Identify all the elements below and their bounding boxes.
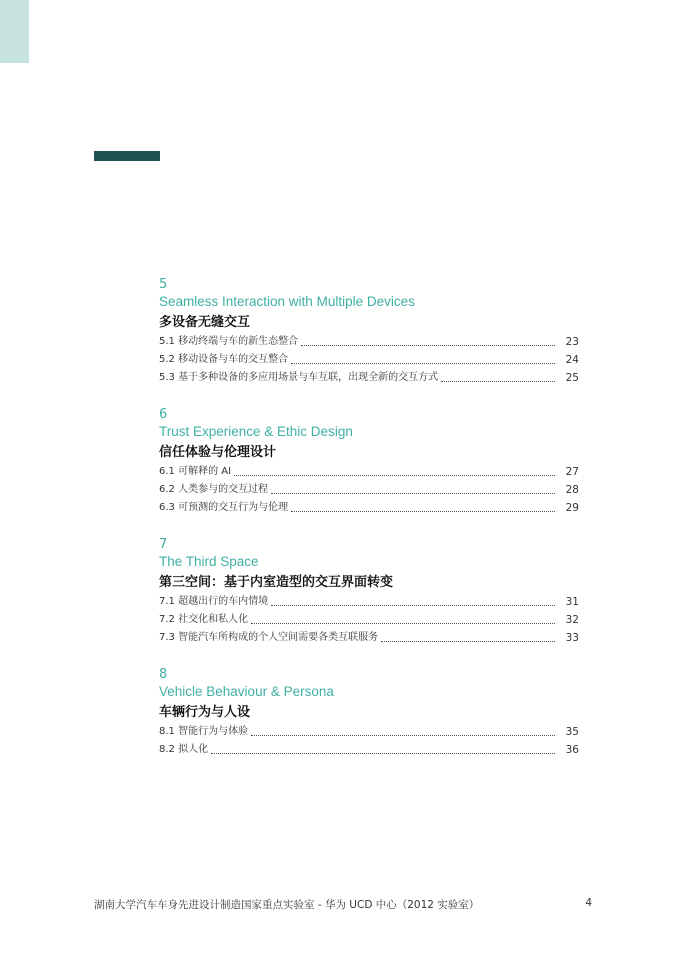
section-number: 5 bbox=[159, 277, 168, 292]
header-bar bbox=[94, 151, 160, 161]
corner-tab bbox=[0, 0, 29, 63]
leader-dots bbox=[291, 363, 555, 364]
toc-section-6 bbox=[159, 406, 579, 517]
toc-entry-page: 35 bbox=[565, 726, 579, 738]
toc-entry[interactable] bbox=[159, 351, 579, 369]
toc-entry[interactable] bbox=[159, 369, 579, 387]
toc-entry-label: 6.1 可解释的 AI bbox=[159, 466, 232, 477]
toc-entry-page: 23 bbox=[565, 336, 579, 348]
section-title-en: Trust Experience & Ethic Design bbox=[159, 424, 353, 439]
section-title-cn: 车辆行为与人设 bbox=[159, 705, 251, 720]
toc-section-5 bbox=[159, 276, 579, 387]
leader-dots bbox=[271, 605, 555, 606]
toc-entry[interactable] bbox=[159, 333, 579, 351]
leader-dots bbox=[381, 641, 555, 642]
section-title-en: The Third Space bbox=[159, 554, 259, 569]
toc-entry-label: 6.3 可预测的交互行为与伦理 bbox=[159, 502, 289, 513]
toc-entry-page: 28 bbox=[565, 484, 579, 496]
toc-entry[interactable] bbox=[159, 593, 579, 611]
toc-entry[interactable] bbox=[159, 611, 579, 629]
toc-entry[interactable] bbox=[159, 481, 579, 499]
footer-text: 湖南大学汽车车身先进设计制造国家重点实验室 - 华为 UCD 中心（2012 实验室） bbox=[94, 899, 480, 911]
toc-entry[interactable] bbox=[159, 629, 579, 647]
page-number: 4 bbox=[585, 897, 592, 909]
toc-entry[interactable] bbox=[159, 499, 579, 517]
section-title-cn: 第三空间：基于内室造型的交互界面转变 bbox=[159, 575, 394, 590]
toc-entry-label: 5.3 基于多种设备的多应用场景与车互联，出现全新的交互方式 bbox=[159, 372, 439, 383]
toc-entry-page: 25 bbox=[565, 372, 579, 384]
leader-dots bbox=[271, 493, 555, 494]
section-number: 7 bbox=[159, 537, 168, 552]
leader-dots bbox=[234, 475, 555, 476]
section-number: 8 bbox=[159, 667, 168, 682]
leader-dots bbox=[441, 381, 555, 382]
section-title-cn: 信任体验与伦理设计 bbox=[159, 445, 277, 460]
toc-entry-label: 7.1 超越出行的车内情境 bbox=[159, 596, 269, 607]
leader-dots bbox=[211, 753, 555, 754]
toc-entry-label: 6.2 人类参与的交互过程 bbox=[159, 484, 269, 495]
toc-entry-page: 29 bbox=[565, 502, 579, 514]
toc-entry-label: 5.2 移动设备与车的交互整合 bbox=[159, 354, 289, 365]
toc-section-7 bbox=[159, 536, 579, 647]
section-title-en: Vehicle Behaviour & Persona bbox=[159, 684, 334, 699]
toc-entry-page: 36 bbox=[565, 744, 579, 756]
leader-dots bbox=[251, 623, 555, 624]
toc-entry-page: 33 bbox=[565, 632, 579, 644]
toc-entry[interactable] bbox=[159, 463, 579, 481]
toc-entry-label: 8.1 智能行为与体验 bbox=[159, 726, 249, 737]
toc-entry[interactable] bbox=[159, 723, 579, 741]
section-title-en: Seamless Interaction with Multiple Devices bbox=[159, 294, 415, 309]
section-number: 6 bbox=[159, 407, 168, 422]
toc-entry-label: 5.1 移动终端与车的新生态整合 bbox=[159, 336, 299, 347]
toc-entry-label: 7.3 智能汽车所构成的个人空间需要各类互联服务 bbox=[159, 632, 379, 643]
toc-entry-label: 7.2 社交化和私人化 bbox=[159, 614, 249, 625]
toc-entry[interactable] bbox=[159, 741, 579, 759]
table-of-contents bbox=[159, 276, 579, 778]
toc-entry-label: 8.2 拟人化 bbox=[159, 744, 209, 755]
toc-section-8 bbox=[159, 666, 579, 759]
toc-entry-page: 31 bbox=[565, 596, 579, 608]
toc-entry-page: 27 bbox=[565, 466, 579, 478]
leader-dots bbox=[301, 345, 555, 346]
page-footer bbox=[94, 897, 592, 912]
toc-entry-page: 32 bbox=[565, 614, 579, 626]
toc-entry-page: 24 bbox=[565, 354, 579, 366]
leader-dots bbox=[251, 735, 555, 736]
leader-dots bbox=[291, 511, 555, 512]
section-title-cn: 多设备无缝交互 bbox=[159, 315, 251, 330]
